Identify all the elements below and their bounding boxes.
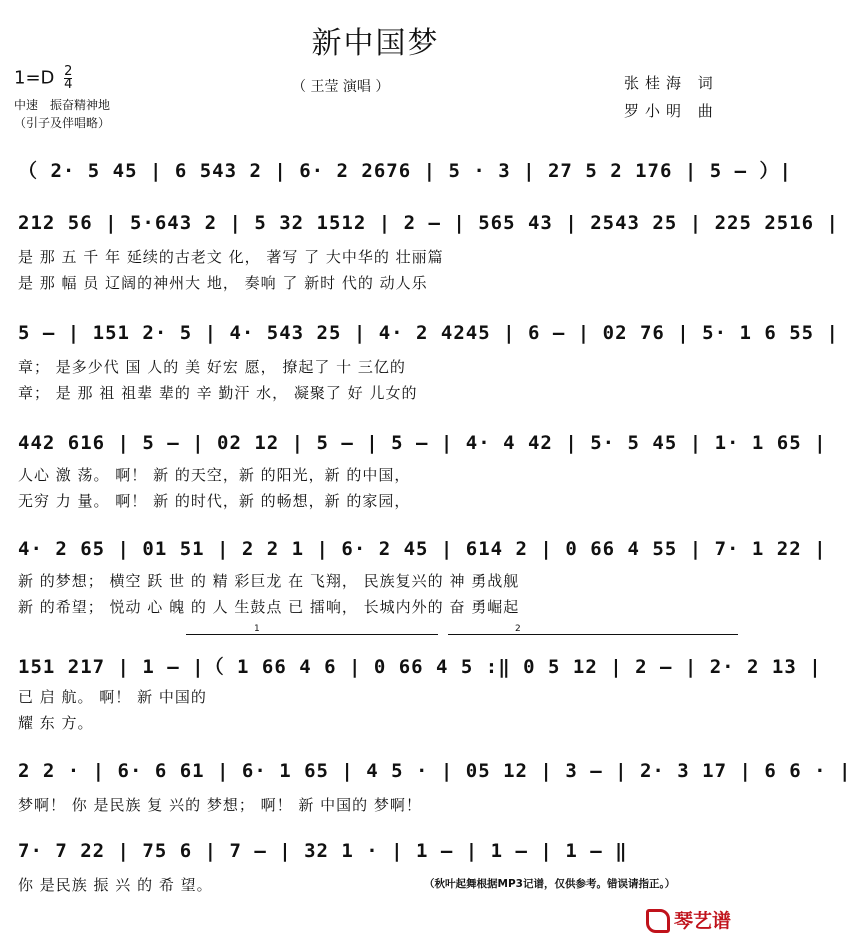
lyricist: 张桂海 词 (624, 74, 719, 92)
key-note: D (40, 67, 55, 89)
lyric-line-5-verse-1: 新 的梦想； 横空 跃 世 的 精 彩巨龙 在 飞翔， 民族复兴的 神 勇战舰 (18, 572, 520, 590)
page-title: 新中国梦 (311, 26, 440, 61)
lyric-line-8: 你 是民族 振 兴 的 希 望。 (18, 876, 213, 894)
transcription-footnote: （秋叶起舞根据MP3记谱，仅供参考。错误请指正。） (424, 878, 676, 890)
music-logo-icon (646, 909, 670, 933)
tempo-marking: 中速 振奋精神地 (14, 98, 111, 112)
lyric-line-3-verse-1: 章； 是多少代 国 人的 美 好宏 愿， 撩起了 十 三亿的 (18, 358, 406, 376)
key-prefix: 1= (14, 67, 41, 89)
time-numerator: 2 (64, 64, 73, 79)
score-line-4: 442 616 | 5 – | 02 12 | 5 – | 5 – | 4· 4 42 | 5· 5 45 | 1· 1 65 | (18, 432, 827, 454)
performer: （ 王莹 演唱 ） (292, 79, 390, 95)
arrangement-note: （引子及伴唱略） (14, 116, 111, 130)
score-line-7: 2 2 · | 6· 6 61 | 6· 1 65 | 4 5 · | 05 12 | 3 – | 2· 3 17 | 6 6 · | (18, 760, 851, 782)
volta-number-1: 1 (254, 624, 260, 634)
score-line-5: 4· 2 65 | 01 51 | 2 2 1 | 6· 2 45 | 614 2 | 0 66 4 55 | 7· 1 22 | (18, 538, 827, 560)
time-signature (64, 66, 72, 91)
volta-bracket-1 (186, 634, 438, 635)
lyric-line-5-verse-2: 新 的希望； 悦动 心 魄 的 人 生鼓点 已 擂响， 长城内外的 奋 勇崛起 (18, 598, 520, 616)
lyric-line-6-verse-2: 耀 东 方。 (18, 714, 94, 732)
score-line-3: 5 – | 151 2· 5 | 4· 543 25 | 4· 2 4245 | 6 – | 02 76 | 5· 1 6 55 | (18, 322, 839, 344)
score-line-6: 151 217 | 1 – |（ 1 66 4 6 | 0 66 4 5 :‖ 0 5 12 | 2 – | 2· 2 13 | (18, 656, 822, 678)
lyric-line-4-verse-1: 人心 激 荡。 啊！ 新 的天空，新 的阳光，新 的中国， (18, 466, 411, 484)
time-denominator: 4 (64, 77, 73, 92)
volta-bracket-2 (448, 634, 738, 635)
composer: 罗小明 曲 (624, 102, 719, 120)
score-line-8: 7· 7 22 | 75 6 | 7 – | 32 1 · | 1 – | 1 – | 1 – ‖ (18, 840, 628, 862)
score-line-2: 212 56 | 5·643 2 | 5 32 1512 | 2 – | 565 43 | 2543 25 | 225 2516 | (18, 212, 839, 234)
lyric-line-2-verse-2: 是 那 幅 员 辽阔的神州大 地， 奏响 了 新时 代的 动人乐 (18, 274, 428, 292)
lyric-line-4-verse-2: 无穷 力 量。 啊！ 新 的时代，新 的畅想，新 的家园， (18, 492, 411, 510)
logo-text: 琴艺谱 (673, 909, 731, 932)
lyric-line-2-verse-1: 是 那 五 千 年 延续的古老文 化， 著写 了 大中华的 壮丽篇 (18, 248, 444, 266)
lyric-line-6-verse-1: 已 启 航。 啊！ 新 中国的 (18, 688, 207, 706)
lyric-line-3-verse-2: 章； 是 那 祖 祖辈 辈的 辛 勤汗 水， 凝聚了 好 儿女的 (18, 384, 418, 402)
volta-number-2: 2 (515, 624, 521, 634)
site-logo (646, 906, 731, 934)
lyric-line-7: 梦啊！ 你 是民族 复 兴的 梦想； 啊！ 新 中国的 梦啊！ (18, 796, 422, 814)
score-line-1: （ 2· 5 45 | 6 543 2 | 6· 2 2676 | 5 · 3 | 27 5 2 176 | 5 – ）| (18, 160, 792, 182)
key-signature (14, 66, 72, 91)
